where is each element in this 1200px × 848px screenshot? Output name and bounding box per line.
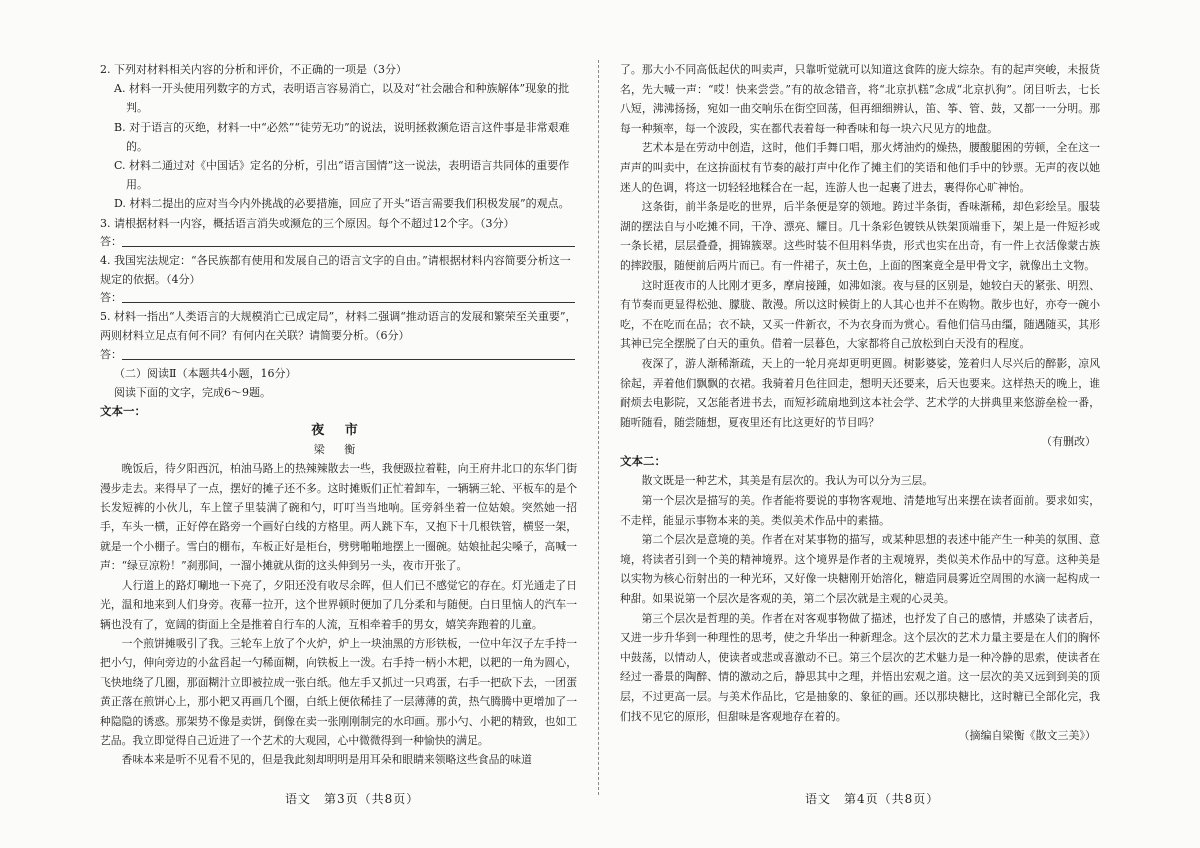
reading-instruction: 阅读下面的文字，完成6～9题。 bbox=[114, 385, 271, 399]
paragraph: 这条街，前半条是吃的世界，后半条便是穿的领地。跨过半条街，香味渐稀，却色彩绘呈。服装湖的摆法自与小吃摊不同，干净、漂亮、耀目。几十条彩色镀铁从铁架顶端垂下，架上是一件短衫或一条长裙，层层叠叠，拥锦簇翠。这些时装不但用料华贵，形式也实在出奇，有一件上衣活像蒙古族的摔跤服，随便前后两片而已。有一件裙子，灰土色，上面的图案竟全是甲骨文字，就像出土文物。 bbox=[620, 200, 1100, 272]
right-column bbox=[620, 60, 1100, 795]
paragraph: 这时逛夜市的人比刚才更多，摩肩接踵，如沸如滚。夜与昼的区别是，她较白天的紧张、明烈、有节奏而更显得松弛、朦胧、散漫。所以这时候街上的人其心也并不在购物。散步也好，亦夸一碗小吃，不在吃而在品；衣不缺，又买一件新衣，不为衣身而为赏心。看他们信马由缰，随遇随买，其形其神已完全摆脱了白天的重负。借着一层暮色，大家都将自己放松到白天没有的程度。 bbox=[620, 278, 1100, 351]
text2-label: 文本二： bbox=[620, 454, 666, 469]
essay-author: 梁 衡 bbox=[313, 443, 364, 457]
edit-note: （有删改） bbox=[1041, 435, 1096, 449]
paragraph: 第二个层次是意境的美。作者在对某事物的描写，或某种思想的表述中能产生一种美的氛围、意境，将读者引到一个美的精神境界。这个境界是作者的主观境界，类似美术作品中的写意。这种美是以实物为核心衍射出的一种光环，又好像一块糖刚开始溶化，糖造同晨雾近空周围的水滴一起构成一种甜。如果说第一个层次是客观的美，第二个层次就是主观的心灵美。 bbox=[620, 533, 1100, 606]
option-b: B. 对于语言的灭绝，材料一中“必然”“徒劳无功”的说法，说明拯救濒危语言这件事是非常艰难的。 bbox=[114, 120, 570, 153]
paragraph: 人行道上的路灯唰地一下亮了，夕阳还没有收尽余晖，但人们已不感觉它的存在。灯光通走了日光，温和地来到人们身旁。夜幕一拉开，这个世界顿时便加了几分柔和与随便。白日里恼人的汽车一辆也没有了，宽阔的街面上全是推着自行车的人流，互相牵着手的男女，嬉笑奔跑着的儿童。 bbox=[100, 578, 577, 631]
page-footer-right: 语文 第4页（共8页） bbox=[805, 792, 940, 806]
paragraph: 香味本来是听不见看不见的，但是我此刻却明明是用耳朵和眼睛来领略这些食品的味道 bbox=[121, 753, 532, 767]
answer-line-3 bbox=[100, 233, 577, 251]
paragraph: 散文既是一种艺术，其美是有层次的。我认为可以分为三层。 bbox=[641, 474, 934, 488]
paragraph: 晚饭后，待夕阳西沉，柏油马路上的热辣辣散去一些，我便趿拉着鞋，向王府井北口的东华门街漫步走去。来得早了一点，摆好的摊子还不多。这时摊贩们正忙着卸车，一辆辆三轮、平板车的是个长发短裤的小伙儿，车上筐子里装满了碗和勺，叮叮当当地响。匡旁斜坐着一位姑娘。突然她一招手，车头一横，正好停在路旁一个画好白线的方格里。两人跳下车，又抱下十几根铁管，横竖一架，就是一个小棚子。雪白的棚布，车板正好是柜台，劈劈啪啪地摆上一圈碗。姑娘扯起尖嗓子，高喊一声：“绿豆凉粉！”刹那间，一溜小摊就从街的这头伸到另一头，夜市开张了。 bbox=[100, 462, 577, 573]
option-a: A. 材料一开头使用列数字的方式，表明语言容易消亡，以及对“社会融合和种族解体”现象的批判。 bbox=[114, 82, 570, 115]
source-note: （摘编自梁衡《散文三美》） bbox=[958, 729, 1096, 743]
answer-label: 答： bbox=[100, 347, 122, 361]
paragraph: 第三个层次是哲理的美。作者在对客观事物做了描述，也抒发了自己的感情，并感染了读者后，又进一步升华到一种理性的思考，使之升华出一种新理念。这个层次的艺术力量主要是在人们的胸怀中鼓荡，以情动人，使读者或悲或喜激动不已。第三个层次的艺术魅力是一种冷静的思索，使读者在经过一番景的陶醉、情的激动之后，静思其中之理，并悟出宏观之道。这一层次的美又远到到美的顶层，不过更高一层。与美术作品比，它是抽象的、象征的画。还以那块糖比，这时糖已全部化完，我们找不见它的原形，但甜味是客观地存在着的。 bbox=[620, 611, 1100, 723]
page-footer-left: 语文 第3页（共8页） bbox=[285, 792, 420, 806]
option-d: D. 材料二提出的应对当今内外挑战的必要措施，回应了开头“语言需要我们积极发展”的观点。 bbox=[114, 197, 570, 211]
question-4: 4. 我国宪法规定：“各民族都有使用和发展自己的语言文字的自由。”请根据材料内容简要分析这一规定的依据。（4分） bbox=[100, 253, 571, 287]
paragraph: 艺术本是在劳动中创造，这时，他们手舞口唱，那火烤油灼的燥热，腰酸腿困的劳顿，全在这一声声的叫卖中，在这拚面杖有节奏的敲打声中化作了摊主们的笑语和他们手中的钞票。无声的夜以她迷人的色调，将这一切轻轻地糅合在一起，连游人也一起裹了进去，裹得你心旷神怡。 bbox=[620, 141, 1100, 194]
question-2: 2. 下列对材料相关内容的分析和评价，不正确的一项是（3分） bbox=[100, 63, 407, 76]
essay-title: 夜 市 bbox=[311, 423, 366, 439]
section-heading: （二）阅读Ⅱ（本题共4小题，16分） bbox=[114, 366, 297, 380]
option-c: C. 材料二通过对《中国话》定名的分析，引出“语言国情”这一说法，表明语言共同体的重要作用。 bbox=[114, 159, 570, 192]
question-3: 3. 请根据材料一内容，概括语言消失或濒危的三个原因。每个不超过12个字。（3分） bbox=[100, 216, 515, 230]
paragraph: 第一个层次是描写的美。作者能将要说的事物客观地、清楚地写出来摆在读者面前。要求如实，不走样，能显示事物本来的美。类似美术作品中的素描。 bbox=[620, 494, 1100, 527]
answer-label: 答： bbox=[100, 234, 122, 248]
text1-label: 文本一： bbox=[100, 404, 146, 419]
answer-line-4 bbox=[100, 289, 577, 307]
paragraph: 一个煎饼摊吸引了我。三轮车上放了个火炉，炉上一块油黑的方形铁板，一位中年汉子左手持一把小勺，伸向旁边的小盆舀起一勺稀面糊，向铁板上一泼。右手持一柄小木耙，以耙的一角为圆心，飞快地绕了几圈，那面糊汁立即被拉成一张白纸。他左手又抓过一只鸡蛋，右手一把砍下去，一团蛋黄正落在煎饼心上，那小耙又再画几个圈，白纸上便依稀挂了一层薄薄的黄，热气腾腾中更增加了一种隐隐的诱惑。那架势不像是卖饼，倒像在卖一张刚刚制完的水印画。那小勺、小耙的精致，也如工艺品。我立即觉得自己近进了一个艺术的大观园，心中微微得到一种愉快的满足。 bbox=[100, 636, 577, 747]
paragraph-continued: 了。那大小不同高低起伏的叫卖声，只靠听觉就可以知道这食阵的庞大综杂。有的起声突峻，未报货名，先大喊一声：“哎！快来尝尝。”有的故念错音，将“北京扒糕”念成“北京扒狗”。闭目听去，七长八短，沸沸扬扬，宛如一曲交响乐在街空回荡，但再细细辨认，笛、筝、管、鼓，又都一一分明。那每一种频率，每一个波段，实在都代表着每一种香味和每一块六尺见方的地盘。 bbox=[620, 63, 1100, 135]
left-column bbox=[100, 60, 577, 795]
paragraph: 夜深了，游人渐稀渐疏，天上的一轮月亮却更明更圆。树影婆娑，笼着归人尽兴后的醉影，凉风徐起，弄着他们飘飘的衣裙。我骑着月色往回走，想明天还要来，后天也要来。这样热天的晚上，谁耐烦去电影院，又怎能者进书去，而短衫疏扇地到这本社会学、艺术学的大拼典里来悠游垒检一番，随听随看，随尝随想，夏夜里还有比这更好的节目吗？ bbox=[620, 356, 1100, 429]
column-divider bbox=[598, 60, 599, 795]
answer-line-5 bbox=[100, 346, 577, 364]
question-5: 5. 材料一指出“人类语言的大规模消亡已成定局”，材料二强调“推动语言的发展和繁荣至关重要”，两则材料立足点有何不同？有何内在关联？请简要分析。（6分） bbox=[100, 310, 577, 343]
answer-label: 答： bbox=[100, 291, 122, 305]
